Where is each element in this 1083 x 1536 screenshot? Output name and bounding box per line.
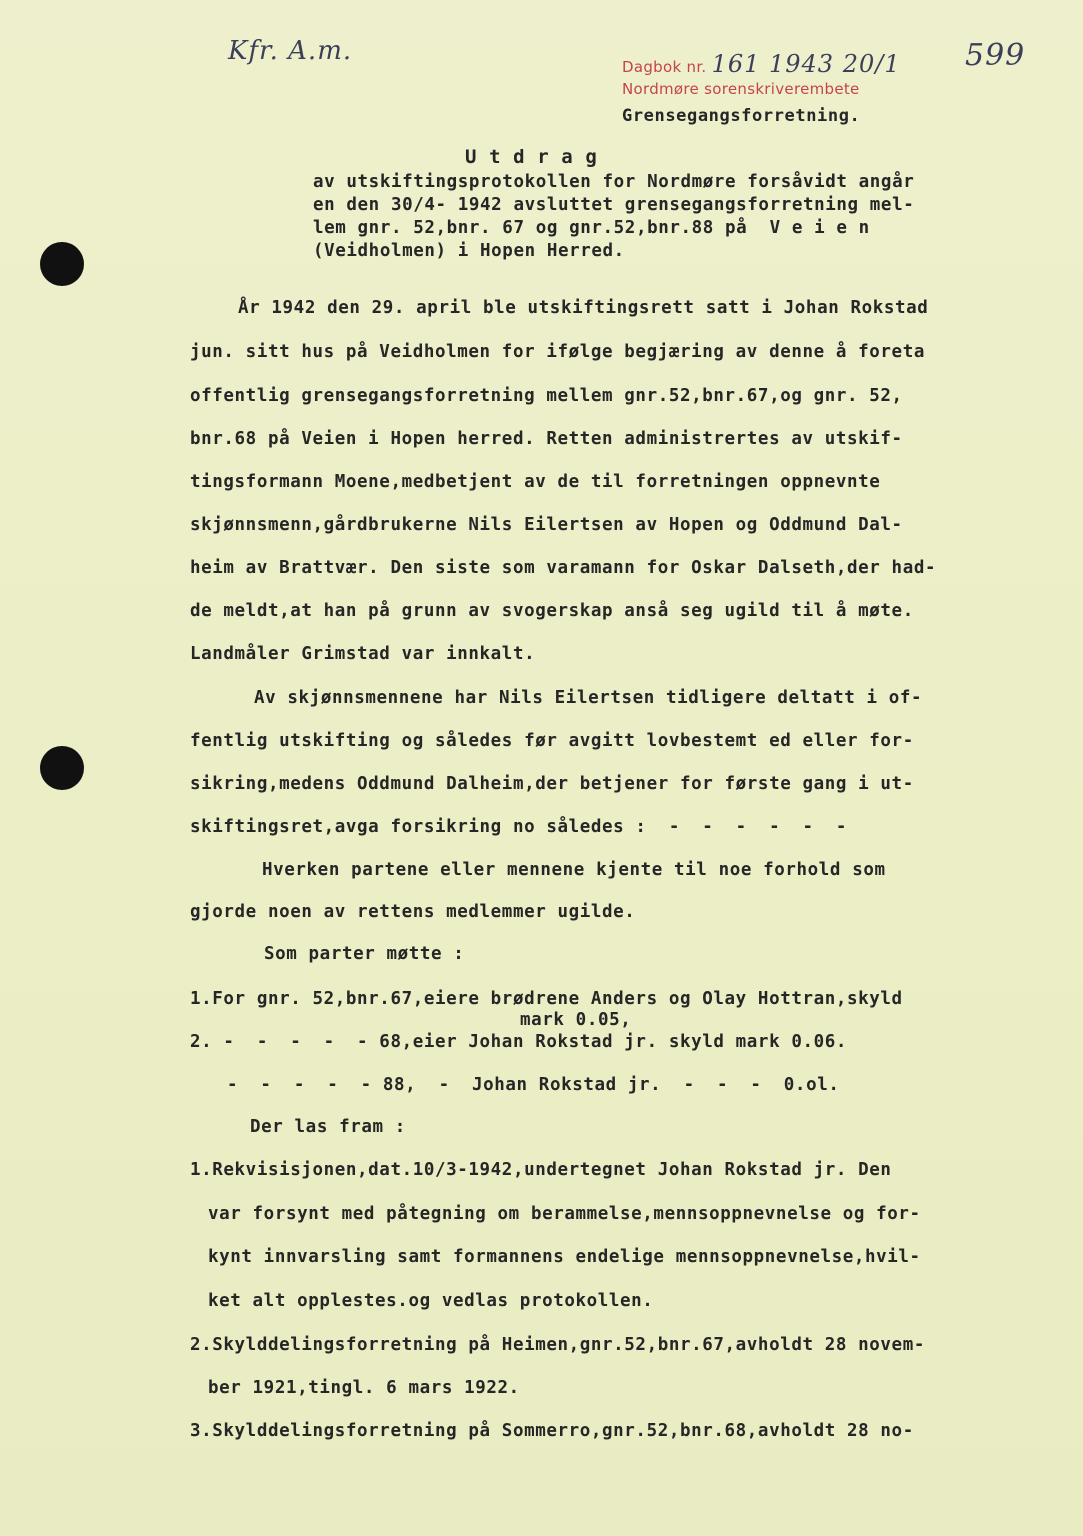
party-line: mark 0.05, — [520, 1010, 632, 1030]
party-line: 1.For gnr. 52,bnr.67,eiere brødrene Anders og Olay Hottran,skyld — [190, 989, 903, 1009]
document-item: 3.Skylddelingsforretning på Sommerro,gnr.52,bnr.68,avholdt 28 no- — [190, 1421, 914, 1441]
header-title: Grensegangsforretning. — [622, 106, 861, 126]
body-line: Hverken partene eller mennene kjente til noe forhold som — [262, 860, 886, 880]
party-line: - - - - - 88, - Johan Rokstad jr. - - - 0.ol. — [227, 1075, 840, 1095]
document-title: U t d r a g — [465, 146, 598, 168]
subtitle-line: en den 30/4- 1942 avsluttet grensegangsforretning mel- — [313, 195, 915, 215]
office-stamp: Nordmøre sorenskriverembete — [622, 80, 860, 98]
body-line: var forsynt med påtegning om berammelse,mennsoppnevnelse og for- — [208, 1204, 921, 1224]
body-line: År 1942 den 29. april ble utskiftingsrett satt i Johan Rokstad — [238, 298, 929, 318]
body-line: ber 1921,tingl. 6 mars 1922. — [208, 1378, 520, 1398]
body-line: gjorde noen av rettens medlemmer ugilde. — [190, 902, 636, 922]
body-line: fentlig utskifting og således før avgitt lovbestemt ed eller for- — [190, 731, 914, 751]
subtitle-line: lem gnr. 52,bnr. 67 og gnr.52,bnr.88 på V e i e n — [313, 218, 870, 238]
subtitle-line: (Veidholmen) i Hopen Herred. — [313, 241, 625, 261]
body-line: tingsformann Moene,medbetjent av de til forretningen oppnevnte — [190, 472, 881, 492]
body-line: offentlig grensegangsforretning mellem gnr.52,bnr.67,og gnr. 52, — [190, 386, 903, 406]
dagbok-entry: 161 1943 20/1 — [711, 50, 901, 78]
body-line: skjønnsmenn,gårdbrukerne Nils Eilertsen av Hopen og Oddmund Dal- — [190, 515, 903, 535]
page-number: 599 — [965, 38, 1026, 73]
punch-hole-top — [40, 242, 84, 286]
body-line: bnr.68 på Veien i Hopen herred. Retten administrertes av utskif- — [190, 429, 903, 449]
body-line: Der las fram : — [250, 1117, 406, 1137]
party-line: 2. - - - - - 68,eier Johan Rokstad jr. skyld mark 0.06. — [190, 1032, 848, 1052]
body-line: heim av Brattvær. Den siste som varamann for Oskar Dalseth,der had- — [190, 558, 937, 578]
body-line: ket alt opplestes.og vedlas protokollen. — [208, 1291, 654, 1311]
document-item: 1.Rekvisisjonen,dat.10/3-1942,undertegnet Johan Rokstad jr. Den — [190, 1160, 892, 1180]
body-line: de meldt,at han på grunn av svogerskap anså seg ugild til å møte. — [190, 601, 914, 621]
margin-note: Kfr. A.m. — [228, 36, 353, 66]
document-item: 2.Skylddelingsforretning på Heimen,gnr.52,bnr.67,avholdt 28 novem- — [190, 1335, 925, 1355]
body-line: kynt innvarsling samt formannens endelige mennsoppnevnelse,hvil- — [208, 1247, 921, 1267]
body-line: Av skjønnsmennene har Nils Eilertsen tidligere deltatt i of- — [254, 688, 923, 708]
punch-hole-bottom — [40, 746, 84, 790]
body-line: Som parter møtte : — [264, 944, 465, 964]
body-line: jun. sitt hus på Veidholmen for ifølge begjæring av denne å foreta — [190, 342, 925, 362]
dagbok-label: Dagbok nr. — [622, 58, 707, 76]
body-line: sikring,medens Oddmund Dalheim,der betjener for første gang i ut- — [190, 774, 914, 794]
body-line: skiftingsret,avga forsikring no således : - - - - - - — [190, 817, 848, 837]
dagbok-stamp — [622, 50, 901, 78]
subtitle-line: av utskiftingsprotokollen for Nordmøre forsåvidt angår — [313, 172, 915, 192]
body-line: Landmåler Grimstad var innkalt. — [190, 644, 536, 664]
